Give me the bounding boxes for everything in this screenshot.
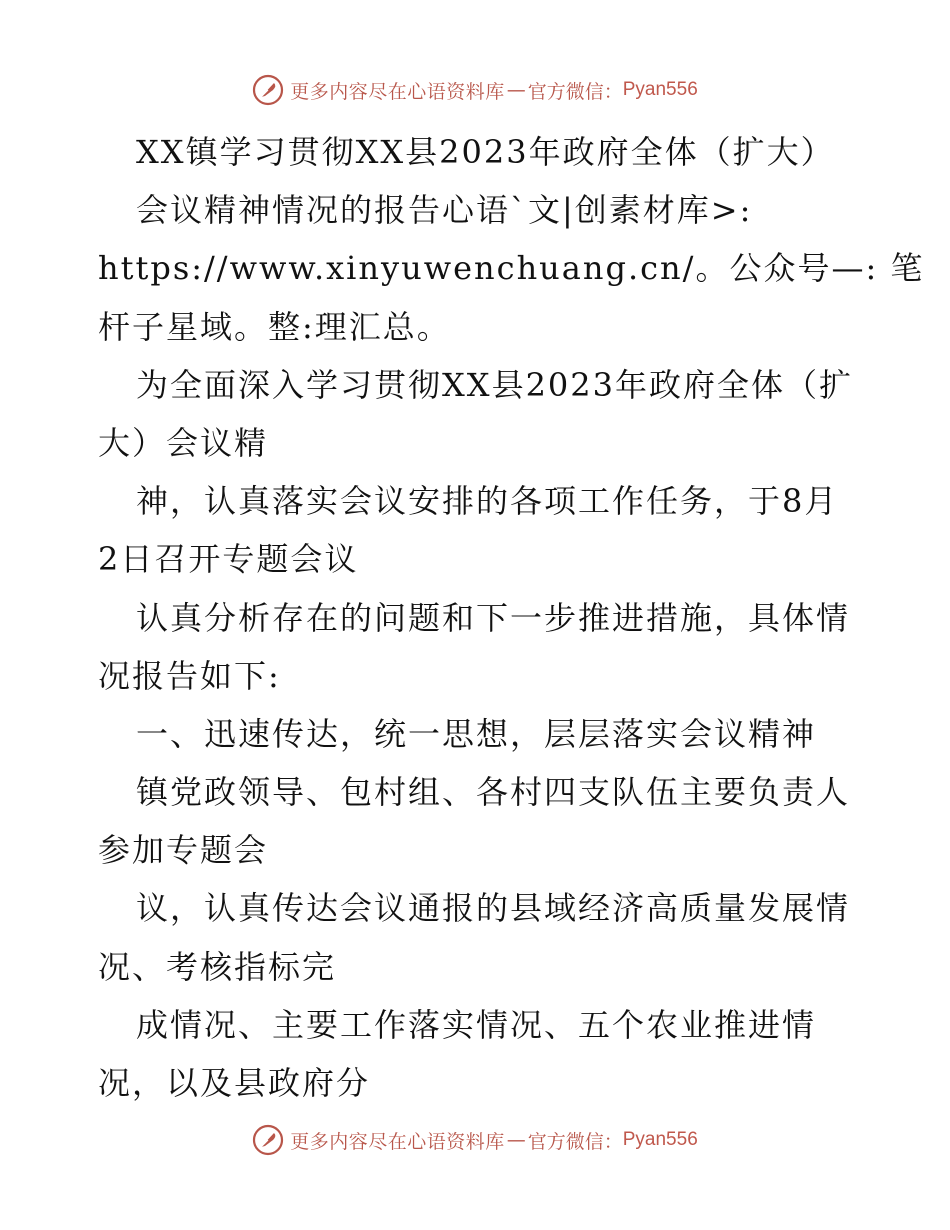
- doc-line-para4-a: 镇党政领导、包村组、各村四支队伍主要负责人: [136, 773, 851, 812]
- doc-line-para6-b: 况，以及县政府分: [98, 1064, 371, 1102]
- doc-line-para1-a: 为全面深入学习贯彻XX县2023年政府全体（扩: [136, 365, 854, 404]
- footer-separator: —: [506, 1129, 526, 1151]
- doc-line-para3-a: 认真分析存在的问题和下一步推进措施，具体情: [136, 598, 851, 637]
- doc-line-heading-1: 一、迅速传达，统一思想，层层落实会议精神: [136, 714, 817, 753]
- doc-line-para6-a: 成情况、主要工作落实情况、五个农业推进情: [136, 1005, 817, 1044]
- doc-line-source: 杆子星域。整:理汇总。: [98, 307, 451, 346]
- doc-line-para3-b: 况报告如下:: [98, 656, 281, 695]
- feather-pen-logo-icon: [252, 74, 284, 106]
- banner-wechat-id: Pyan556: [622, 79, 698, 100]
- footer-wechat-id: Pyan556: [622, 1129, 698, 1150]
- doc-line-para2-b: 2日召开专题会议: [98, 540, 359, 579]
- doc-line-title-2: 会议精神情况的报告心语`文|创素材库>:: [136, 191, 753, 230]
- doc-line-title-1: XX镇学习贯彻XX县2023年政府全体（扩大）: [136, 133, 835, 171]
- doc-line-url: https://www.xinyuwenchuang.cn/。公众号—: 笔: [98, 249, 925, 288]
- feather-pen-logo-icon: [252, 1124, 284, 1156]
- document-body: [98, 123, 925, 1112]
- doc-line-para4-b: 参加专题会: [98, 831, 269, 870]
- banner-separator: —: [506, 79, 526, 101]
- header-banner: [0, 70, 950, 110]
- banner-wechat-label: 官方微信：: [527, 80, 623, 103]
- doc-line-para2-a: 神，认真落实会议安排的各项工作任务，于8月: [136, 482, 839, 521]
- banner-brand-text: 更多内容尽在心语资料库: [290, 80, 505, 103]
- doc-line-para5-b: 况、考核指标完: [98, 947, 337, 986]
- footer-banner: [0, 1120, 950, 1160]
- footer-wechat-label: 官方微信：: [527, 1130, 623, 1153]
- doc-line-para1-b: 大）会议精: [98, 423, 269, 462]
- doc-line-para5-a: 议，认真传达会议通报的县域经济高质量发展情: [136, 889, 851, 928]
- footer-brand-text: 更多内容尽在心语资料库: [290, 1130, 505, 1153]
